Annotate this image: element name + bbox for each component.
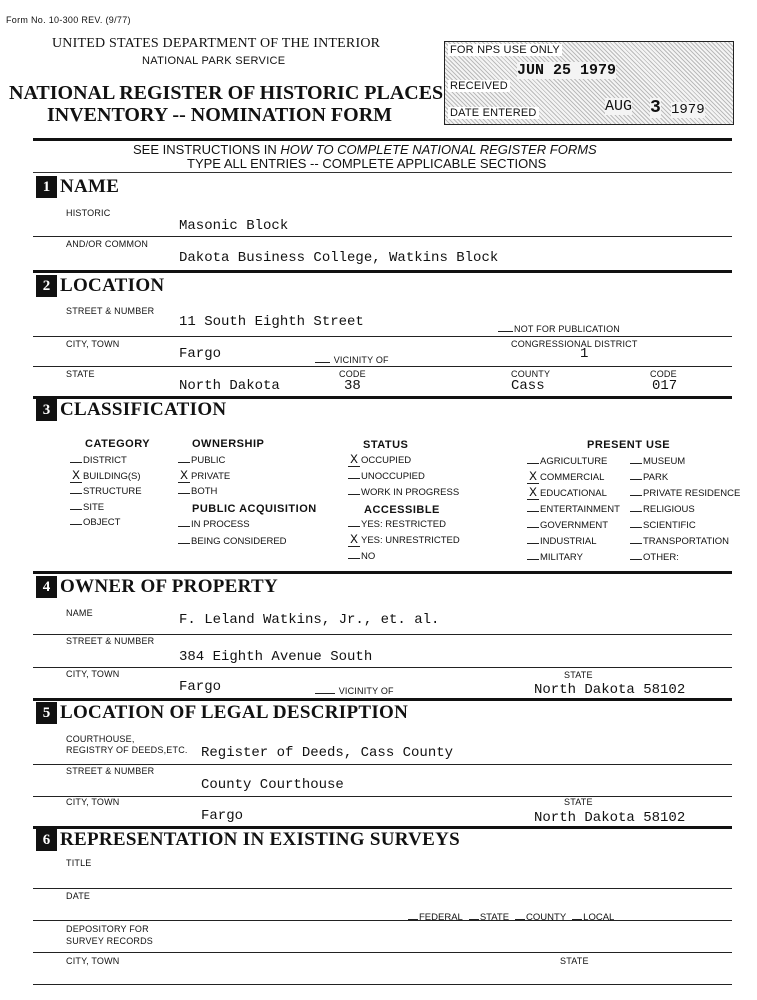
checkbox-label: WORK IN PROGRESS [361, 487, 460, 498]
service-name: NATIONAL PARK SERVICE [142, 55, 286, 67]
checkbox-option[interactable] [178, 455, 225, 466]
legal-street-label: STREET & NUMBER [66, 766, 155, 776]
historic-name[interactable]: Masonic Block [179, 218, 289, 234]
section-1-number: 1 [36, 176, 57, 198]
courthouse-label-1: COURTHOUSE, [66, 734, 135, 744]
checkbox-blank[interactable] [630, 463, 642, 464]
accessible-heading: ACCESSIBLE [364, 504, 440, 516]
courthouse-label-2: REGISTRY OF DEEDS,ETC. [66, 745, 188, 755]
survey-level-county[interactable]: COUNTY [515, 912, 566, 923]
survey-level-federal[interactable]: FEDERAL [408, 912, 463, 923]
owner-vicinity-of[interactable]: VICINITY OF [315, 686, 394, 696]
form-title-line2: INVENTORY -- NOMINATION FORM [47, 104, 393, 126]
checkbox-blank[interactable] [630, 511, 642, 512]
checkbox-option[interactable] [70, 455, 127, 466]
section-2-heading [36, 275, 164, 297]
checkbox-label: SCIENTIFIC [643, 520, 696, 531]
checkbox-blank[interactable] [178, 526, 190, 527]
section-1-heading [36, 176, 119, 198]
owner-name[interactable]: F. Leland Watkins, Jr., et. al. [179, 612, 440, 628]
checkbox-option[interactable] [630, 472, 668, 483]
checkbox-mark: X [350, 532, 358, 547]
not-for-publication[interactable]: NOT FOR PUBLICATION [498, 324, 620, 334]
checkbox-blank[interactable] [348, 532, 360, 547]
checkbox-blank[interactable] [527, 469, 539, 484]
entered-year: 1979 [671, 102, 705, 118]
checkbox-blank[interactable] [348, 452, 360, 467]
instructions-line2: TYPE ALL ENTRIES -- COMPLETE APPLICABLE SECTIONS [187, 156, 547, 171]
checkbox-label: OBJECT [83, 517, 121, 528]
owner-street[interactable]: 384 Eighth Avenue South [179, 649, 373, 665]
acquisition-heading: PUBLIC ACQUISITION [192, 503, 317, 515]
checkbox-option[interactable] [178, 467, 231, 483]
checkbox-option[interactable] [348, 471, 425, 482]
checkbox-label: YES: RESTRICTED [361, 519, 446, 530]
checkbox-option[interactable] [70, 467, 141, 483]
checkbox-label: AGRICULTURE [540, 456, 608, 467]
checkbox-label: IN PROCESS [191, 519, 250, 530]
checkbox-option[interactable] [178, 519, 250, 530]
legal-city-label: CITY, TOWN [66, 797, 120, 807]
checkbox-option[interactable] [630, 536, 729, 547]
checkbox-blank[interactable] [527, 463, 539, 464]
present-use-heading: PRESENT USE [587, 439, 671, 451]
common-name-label: AND/OR COMMON [66, 239, 149, 249]
checkbox-label: TRANSPORTATION [643, 536, 730, 547]
section-4-number: 4 [36, 576, 57, 598]
checkbox-blank[interactable] [630, 559, 642, 560]
section-4-heading [36, 576, 278, 598]
state-value[interactable]: North Dakota [179, 378, 280, 394]
depository-label-2: SURVEY RECORDS [66, 936, 153, 946]
checkbox-label: PUBLIC [191, 455, 226, 466]
checkbox-blank[interactable] [630, 543, 642, 544]
checkbox-blank[interactable] [348, 478, 360, 479]
form-number: Form No. 10-300 REV. (9/77) [6, 15, 131, 25]
survey-level-state[interactable]: STATE [469, 912, 509, 923]
street-value[interactable]: 11 South Eighth Street [179, 314, 364, 330]
section-3-title: CLASSIFICATION [60, 399, 227, 420]
checkbox-label: BEING CONSIDERED [191, 535, 287, 547]
nps-heading: FOR NPS USE ONLY [450, 44, 560, 56]
section-1-title: NAME [60, 176, 120, 197]
section-5-number: 5 [36, 702, 57, 724]
checkbox-option[interactable] [630, 552, 679, 563]
checkbox-option[interactable] [527, 520, 608, 531]
checkbox-label: BOTH [191, 486, 218, 497]
owner-name-label: NAME [66, 608, 93, 618]
congressional-district-label: CONGRESSIONAL DISTRICT [511, 339, 638, 349]
instructions-line1: SEE INSTRUCTIONS IN HOW TO COMPLETE NATIONAL REGISTER FORMS [133, 142, 597, 157]
checkbox-mark: X [529, 469, 537, 484]
owner-city[interactable]: Fargo [179, 679, 222, 695]
owner-state-label: STATE [564, 670, 593, 680]
received-stamp: JUN 25 1979 [517, 62, 617, 79]
checkbox-label: DISTRICT [83, 455, 127, 466]
state-code[interactable]: 38 [344, 378, 361, 394]
city-label: CITY, TOWN [66, 339, 120, 349]
checkbox-mark: X [72, 467, 80, 483]
nps-use-box [444, 41, 734, 125]
section-6-number: 6 [36, 829, 57, 851]
county-code-label: CODE [650, 369, 677, 379]
checkbox-label: ENTERTAINMENT [540, 504, 620, 515]
congressional-district[interactable]: 1 [580, 346, 589, 362]
county-value[interactable]: Cass [511, 378, 545, 394]
section-3-number: 3 [36, 399, 57, 421]
checkbox-label: PRIVATE [191, 470, 231, 482]
checkbox-blank[interactable] [527, 543, 539, 544]
checkbox-label: BUILDING(S) [83, 470, 141, 482]
checkbox-label: SITE [83, 501, 105, 513]
checkbox-option[interactable] [527, 469, 605, 484]
ownership-heading: OWNERSHIP [192, 438, 265, 450]
checkbox-option[interactable] [348, 452, 412, 467]
owner-street-label: STREET & NUMBER [66, 636, 155, 646]
depository-label-1: DEPOSITORY FOR [66, 924, 149, 934]
legal-street[interactable]: County Courthouse [201, 777, 344, 793]
checkbox-mark: X [529, 485, 537, 500]
checkbox-label: GOVERNMENT [540, 520, 609, 531]
checkbox-label: OTHER: [643, 552, 679, 563]
checkbox-label: NO [361, 551, 376, 562]
state-label: STATE [66, 369, 95, 379]
checkbox-option[interactable] [527, 456, 607, 467]
courthouse-value[interactable]: Register of Deeds, Cass County [201, 745, 454, 761]
section-5-heading [36, 702, 408, 724]
checkbox-mark: X [180, 467, 188, 483]
county-label: COUNTY [511, 369, 551, 379]
checkbox-label: OCCUPIED [361, 455, 412, 466]
survey-date-label: DATE [66, 891, 91, 901]
checkbox-option[interactable] [527, 552, 583, 563]
checkbox-blank[interactable] [527, 511, 539, 512]
checkbox-option[interactable] [348, 519, 446, 530]
checkbox-blank[interactable] [70, 462, 82, 463]
checkbox-blank[interactable] [70, 524, 82, 525]
checkbox-option[interactable] [630, 520, 696, 531]
entered-month: AUG [605, 98, 633, 115]
checkbox-blank[interactable] [178, 493, 190, 494]
checkbox-blank[interactable] [70, 509, 82, 510]
checkbox-blank[interactable] [348, 494, 360, 495]
historic-label: HISTORIC [66, 208, 111, 218]
checkbox-label: EDUCATIONAL [540, 488, 607, 499]
checkbox-label: UNOCCUPIED [361, 471, 425, 482]
survey-state-label: STATE [560, 956, 589, 966]
checkbox-option[interactable] [630, 504, 695, 515]
section-3-heading [36, 399, 226, 421]
checkbox-blank[interactable] [527, 559, 539, 560]
checkbox-blank[interactable] [527, 485, 539, 500]
checkbox-label: RELIGIOUS [643, 504, 695, 515]
checkbox-blank[interactable] [70, 493, 82, 494]
department-name: UNITED STATES DEPARTMENT OF THE INTERIOR [52, 36, 381, 51]
city-value[interactable]: Fargo [179, 346, 222, 362]
category-heading: CATEGORY [85, 438, 151, 450]
survey-title-label: TITLE [66, 858, 92, 868]
checkbox-label: COMMERCIAL [540, 472, 605, 483]
section-2-number: 2 [36, 275, 57, 297]
checkbox-label: MILITARY [540, 552, 583, 563]
section-6-heading [36, 829, 460, 851]
status-heading: STATUS [363, 439, 409, 451]
checkbox-blank[interactable] [348, 558, 360, 559]
checkbox-option[interactable] [348, 487, 459, 498]
checkbox-blank[interactable] [630, 479, 642, 480]
street-label: STREET & NUMBER [66, 306, 155, 316]
checkbox-blank[interactable] [178, 462, 190, 463]
checkbox-option[interactable] [178, 486, 217, 497]
form-title-line1: NATIONAL REGISTER OF HISTORIC PLACES [9, 82, 444, 104]
entered-day: 3 [650, 98, 661, 118]
checkbox-option[interactable] [70, 486, 142, 497]
survey-level-options [408, 907, 620, 925]
checkbox-blank[interactable] [527, 527, 539, 528]
owner-state[interactable]: North Dakota 58102 [534, 682, 686, 698]
vicinity-of[interactable]: VICINITY OF [315, 355, 389, 365]
date-entered-label: DATE ENTERED [450, 107, 537, 119]
checkbox-blank[interactable] [630, 527, 642, 528]
checkbox-option[interactable] [348, 551, 375, 562]
owner-city-label: CITY, TOWN [66, 669, 120, 679]
checkbox-blank[interactable] [178, 467, 190, 483]
checkbox-option[interactable] [527, 536, 596, 547]
checkbox-blank[interactable] [630, 495, 642, 496]
checkbox-option[interactable] [178, 536, 287, 547]
checkbox-label: MUSEUM [643, 456, 686, 467]
checkbox-option[interactable] [630, 456, 685, 467]
section-6-title: REPRESENTATION IN EXISTING SURVEYS [60, 829, 461, 850]
checkbox-option[interactable] [348, 532, 460, 547]
survey-city-label: CITY, TOWN [66, 956, 120, 966]
checkbox-blank[interactable] [70, 467, 82, 483]
checkbox-label: PRIVATE RESIDENCE [643, 488, 741, 499]
checkbox-option[interactable] [630, 488, 740, 499]
checkbox-label: YES: UNRESTRICTED [361, 535, 460, 546]
survey-level-local[interactable]: LOCAL [572, 912, 614, 923]
checkbox-label: INDUSTRIAL [540, 536, 597, 547]
section-5-title: LOCATION OF LEGAL DESCRIPTION [60, 702, 409, 723]
checkbox-option[interactable] [527, 485, 607, 500]
common-name[interactable]: Dakota Business College, Watkins Block [179, 250, 499, 266]
checkbox-label: PARK [643, 472, 669, 483]
checkbox-option[interactable] [527, 504, 620, 515]
section-2-title: LOCATION [60, 275, 165, 296]
checkbox-option[interactable] [70, 517, 120, 528]
legal-state[interactable]: North Dakota 58102 [534, 810, 686, 826]
legal-state-label: STATE [564, 797, 593, 807]
checkbox-mark: X [350, 452, 358, 467]
received-label: RECEIVED [450, 80, 508, 92]
section-4-title: OWNER OF PROPERTY [60, 576, 279, 597]
checkbox-blank[interactable] [178, 543, 190, 544]
legal-city[interactable]: Fargo [201, 808, 244, 824]
state-code-label: CODE [339, 369, 366, 379]
checkbox-label: STRUCTURE [83, 486, 142, 497]
checkbox-blank[interactable] [348, 526, 360, 527]
checkbox-option[interactable] [70, 502, 104, 513]
county-code[interactable]: 017 [652, 378, 678, 394]
